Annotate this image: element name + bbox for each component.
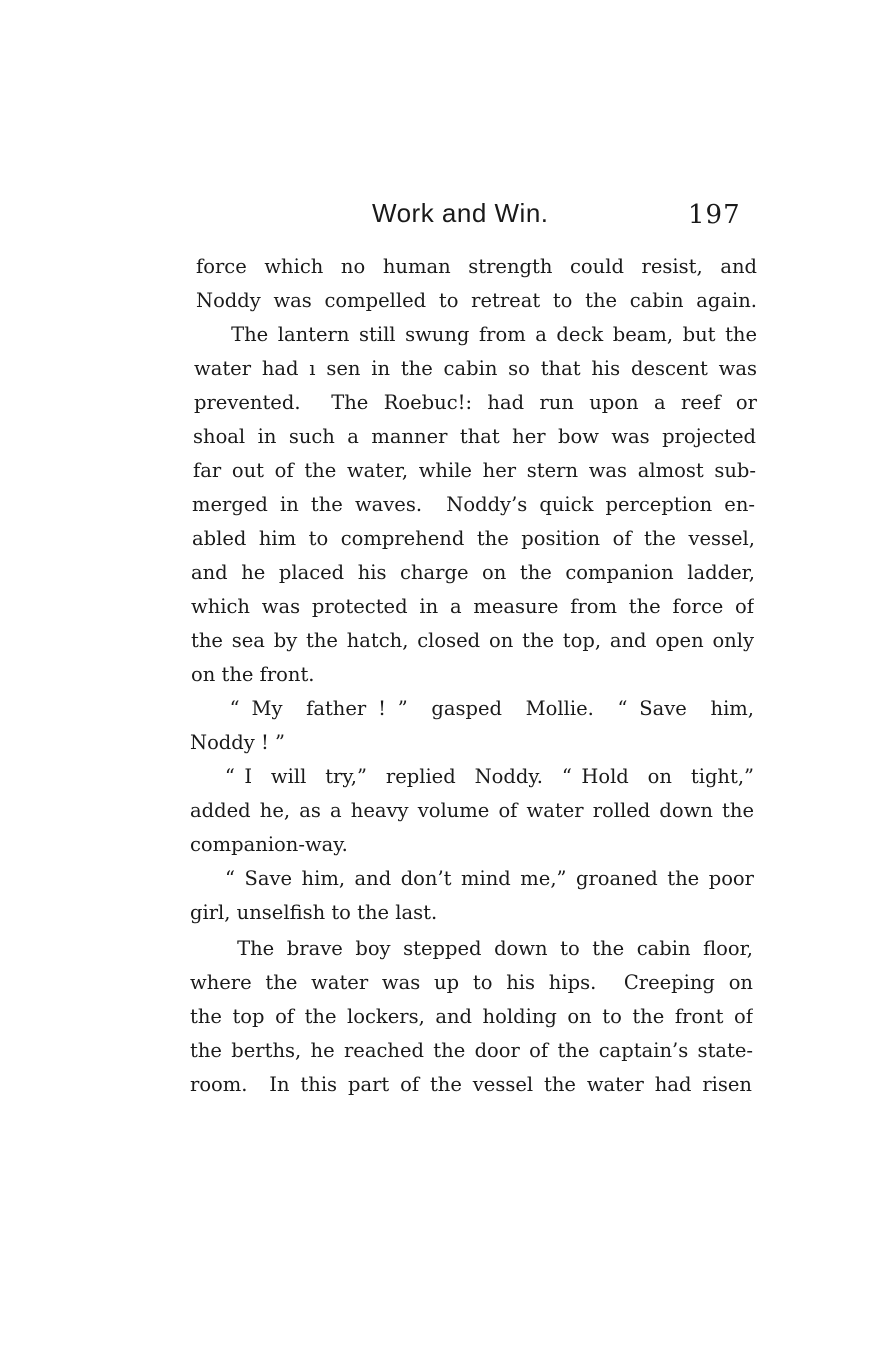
text-line: abled him to comprehend the position of the vessel, xyxy=(192,527,755,550)
text-line: where the water was up to his hips. Creeping on xyxy=(190,971,753,994)
text-line: The brave boy stepped down to the cabin floor, xyxy=(212,937,753,960)
text-line: girl, unselfish to the last. xyxy=(190,901,438,924)
text-line: Noddy was compelled to retreat to the cabin again. xyxy=(196,289,757,312)
text-line: merged in the waves. Noddy’s quick perception en- xyxy=(192,493,755,516)
text-line: the top of the lockers, and holding on to the front of xyxy=(190,1005,753,1028)
text-line: force which no human strength could resist, and xyxy=(196,255,757,278)
text-line: water had ı sen in the cabin so that his descent was xyxy=(194,357,757,380)
text-line: the berths, he reached the door of the captain’s state- xyxy=(190,1039,753,1062)
text-line: prevented. The Roebuc!: had run upon a reef or xyxy=(194,391,757,414)
text-line: companion-way. xyxy=(190,833,348,856)
text-line: “ My father ! ” gasped Mollie. “ Save him, xyxy=(206,697,754,720)
text-line: The lantern still swung from a deck beam, but the xyxy=(212,323,757,346)
text-line: “ I will try,” replied Noddy. “ Hold on tight,” xyxy=(206,765,754,788)
text-line: shoal in such a manner that her bow was projected xyxy=(193,425,756,448)
text-line: added he, as a heavy volume of water rolled down the xyxy=(190,799,754,822)
running-header-title: Work and Win. xyxy=(372,198,549,228)
text-line: on the front. xyxy=(191,663,315,686)
text-line: Noddy ! ” xyxy=(190,731,285,754)
text-line: which was protected in a measure from the force of xyxy=(191,595,754,618)
text-line: room. In this part of the vessel the water had risen xyxy=(190,1073,752,1096)
text-line: “ Save him, and don’t mind me,” groaned the poor xyxy=(206,867,754,890)
text-line: the sea by the hatch, closed on the top, and open only xyxy=(191,629,754,652)
page-number: 197 xyxy=(688,200,741,230)
text-line: far out of the water, while her stern was almost sub- xyxy=(193,459,756,482)
text-line: and he placed his charge on the companion ladder, xyxy=(191,561,755,584)
